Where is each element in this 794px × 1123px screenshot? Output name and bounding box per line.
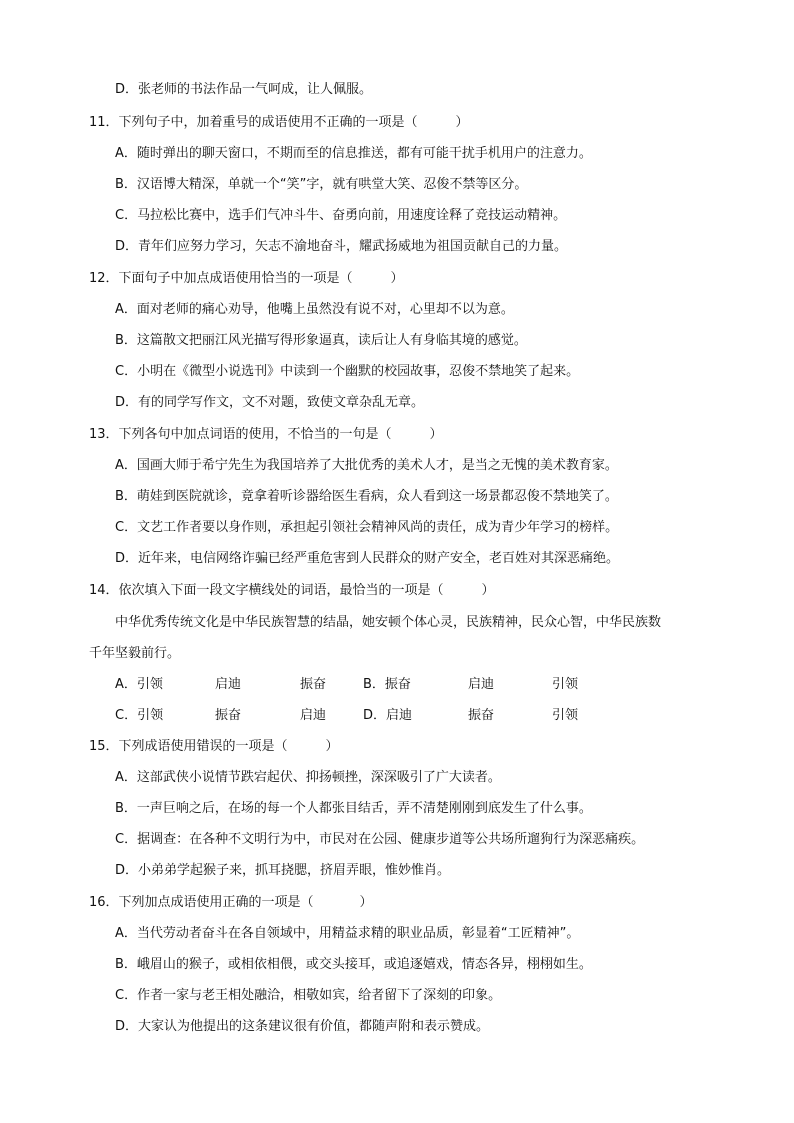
close-paren: ） bbox=[359, 895, 373, 910]
question-14-stem bbox=[89, 581, 495, 601]
question-12-option-b: B．这篇散文把丽江风光描写得形象逼真，读后让人有身临其境的感觉。 bbox=[115, 333, 527, 348]
question-12-option-a: A．面对老师的痛心劝导，他嘴上虽然没有说不对，心里却不以为意。 bbox=[115, 302, 514, 317]
question-11-option-b: B．汉语博大精深，单就一个“笑”字，就有哄堂大笑、忍俊不禁等区分。 bbox=[115, 177, 528, 192]
question-14-passage-line-1: 中华优秀传统文化是中华民族智慧的结晶，她安顿个体心灵，民族精神，民众心智，中华民族数 bbox=[115, 615, 662, 630]
question-15-text: 15．下列成语使用错误的一项是（ bbox=[89, 739, 288, 754]
close-paren: ） bbox=[429, 427, 443, 442]
question-14-option-c-word-2: 振奋 bbox=[215, 708, 242, 723]
question-13-option-b: B．萌娃到医院就诊，竟拿着听诊器给医生看病，众人看到这一场景都忍俊不禁地笑了。 bbox=[115, 489, 618, 504]
question-16-option-c: C．作者一家与老王相处融洽，相敬如宾，给者留下了深刻的印象。 bbox=[115, 988, 502, 1003]
question-14-option-d-word-3: 引领 bbox=[552, 708, 579, 723]
question-13-option-c: C．文艺工作者要以身作则，承担起引领社会精神风尚的责任，成为青少年学习的榜样。 bbox=[115, 520, 619, 535]
question-15-stem bbox=[89, 737, 339, 757]
question-15-option-b: B．一声巨响之后，在场的每一个人都张目结舌，弄不清楚刚刚到底发生了什么事。 bbox=[115, 801, 592, 816]
question-12-text: 12．下面句子中加点成语使用恰当的一项是（ bbox=[89, 271, 353, 286]
question-14-option-a-word-1: A．引领 bbox=[115, 677, 163, 692]
question-14-option-c-word-1: C．引领 bbox=[115, 708, 164, 723]
question-15-option-a: A．这部武侠小说情节跌宕起伏、抑扬顿挫，深深吸引了广大读者。 bbox=[115, 770, 501, 785]
question-16-stem bbox=[89, 893, 373, 913]
close-paren: ） bbox=[390, 271, 404, 286]
question-12-option-c: C．小明在《微型小说选刊》中读到一个幽默的校园故事，忍俊不禁地笑了起来。 bbox=[115, 364, 580, 379]
close-paren: ） bbox=[455, 115, 469, 130]
question-15-option-d: D．小弟弟学起猴子来，抓耳挠腮，挤眉弄眼，惟妙惟肖。 bbox=[115, 863, 451, 878]
question-14-option-d-word-2: 振奋 bbox=[468, 708, 495, 723]
close-paren: ） bbox=[481, 583, 495, 598]
question-11-stem bbox=[89, 113, 469, 133]
question-15-option-c: C．据调查：在各种不文明行为中，市民对在公园、健康步道等公共场所遛狗行为深恶痛疾。 bbox=[115, 832, 645, 847]
question-12-option-d: D．有的同学写作文，文不对题，致使文章杂乱无章。 bbox=[115, 395, 425, 410]
question-16-option-a: A．当代劳动者奋斗在各自领域中，用精益求精的职业品质，彰显着“工匠精神”。 bbox=[115, 926, 580, 941]
question-14-option-c-word-3: 启迪 bbox=[300, 708, 327, 723]
question-11-text: 11．下列句子中，加着重号的成语使用不正确的一项是（ bbox=[89, 115, 418, 130]
question-14-text: 14．依次填入下面一段文字横线处的词语，最恰当的一项是（ bbox=[89, 583, 444, 598]
question-16-option-d: D．大家认为他提出的这条建议很有价值，都随声附和表示赞成。 bbox=[115, 1019, 490, 1034]
question-13-option-a: A．国画大师于希宁先生为我国培养了大批优秀的美术人才，是当之无愧的美术教育家。 bbox=[115, 458, 618, 473]
question-14-option-b-word-3: 引领 bbox=[552, 677, 579, 692]
question-10-option-d: D．张老师的书法作品一气呵成，让人佩服。 bbox=[115, 82, 373, 97]
question-11-option-d: D．青年们应努力学习，矢志不渝地奋斗，耀武扬威地为祖国贡献自己的力量。 bbox=[115, 239, 568, 254]
question-14-option-a-word-2: 启迪 bbox=[215, 677, 242, 692]
question-14-passage-line-2: 千年坚毅前行。 bbox=[89, 646, 181, 661]
question-16-option-b: B．峨眉山的猴子，或相依相偎，或交头接耳，或追逐嬉戏，情态各异，栩栩如生。 bbox=[115, 957, 592, 972]
question-13-option-d: D．近年来，电信网络诈骗已经严重危害到人民群众的财产安全，老百姓对其深恶痛绝。 bbox=[115, 551, 620, 566]
question-13-stem bbox=[89, 425, 443, 445]
question-11-option-c: C．马拉松比赛中，选手们气冲斗牛、奋勇向前，用速度诠释了竞技运动精神。 bbox=[115, 208, 567, 223]
question-16-text: 16．下列加点成语使用正确的一项是（ bbox=[89, 895, 314, 910]
question-14-option-b-word-1: B．振奋 bbox=[363, 677, 411, 692]
question-12-stem bbox=[89, 269, 404, 289]
question-14-option-a-word-3: 振奋 bbox=[300, 677, 327, 692]
question-14-option-d-word-1: D．启迪 bbox=[363, 708, 413, 723]
close-paren: ） bbox=[325, 739, 339, 754]
question-13-text: 13．下列各句中加点词语的使用，不恰当的一句是（ bbox=[89, 427, 392, 442]
question-11-option-a: A．随时弹出的聊天窗口，不期而至的信息推送，都有可能干扰手机用户的注意力。 bbox=[115, 146, 592, 161]
question-14-option-b-word-2: 启迪 bbox=[468, 677, 495, 692]
